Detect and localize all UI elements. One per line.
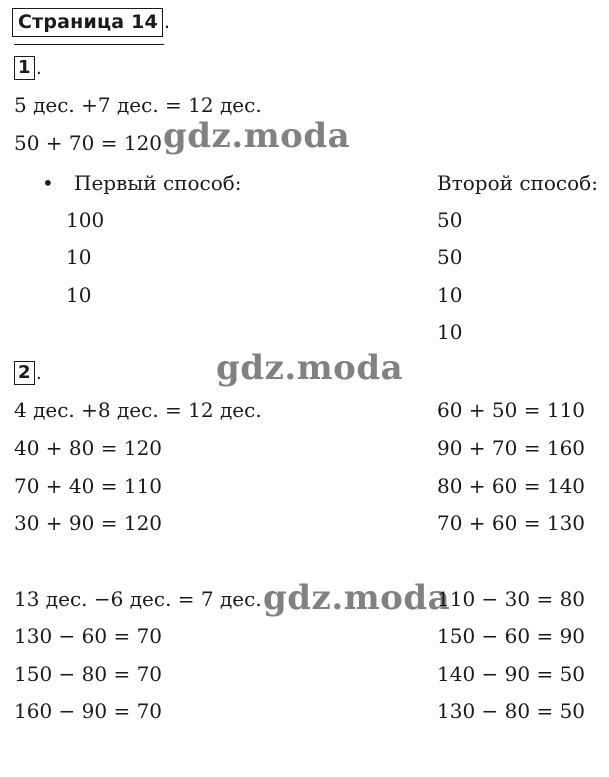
header-divider	[14, 44, 164, 45]
addition-right-line: 90 + 70 = 160	[437, 436, 586, 460]
page-title-box: Страница 14	[12, 8, 163, 37]
subtraction-right-line: 140 − 90 = 50	[437, 662, 586, 686]
subtraction-right-line: 130 − 80 = 50	[437, 699, 586, 723]
task-1-label	[14, 56, 42, 80]
first-method-value: 10	[66, 283, 92, 307]
subtraction-left-line: 130 − 60 = 70	[14, 624, 163, 648]
watermark-2: gdz.moda	[216, 348, 404, 388]
second-method-title: Второй способ:	[437, 171, 598, 195]
second-method-value: 50	[437, 245, 463, 269]
task-2-punct: .	[36, 363, 42, 384]
addition-left-line: 30 + 90 = 120	[14, 511, 163, 535]
addition-right-line: 70 + 60 = 130	[437, 511, 586, 535]
task-1-punct: .	[36, 58, 42, 79]
task-2-number: 2	[14, 361, 35, 385]
task-1-number: 1	[14, 56, 35, 80]
task-1-line-1: 5 дес. +7 дес. = 12 дес.	[14, 93, 262, 117]
addition-left-line: 40 + 80 = 120	[14, 436, 163, 460]
page-title-punct: .	[163, 11, 171, 33]
addition-right-line: 60 + 50 = 110	[437, 398, 586, 422]
second-method-value: 10	[437, 283, 463, 307]
subtraction-left-line: 160 − 90 = 70	[14, 699, 163, 723]
watermark-3: gdz.moda	[263, 578, 451, 618]
addition-left-line: 70 + 40 = 110	[14, 474, 163, 498]
first-method-value: 10	[66, 245, 92, 269]
second-method-value: 50	[437, 208, 463, 232]
subtraction-right-line: 110 − 30 = 80	[437, 587, 586, 611]
subtraction-left-line: 13 дес. −6 дес. = 7 дес.	[14, 587, 262, 611]
watermark-1: gdz.moda	[163, 116, 351, 156]
first-method-title: Первый способ:	[74, 171, 242, 195]
addition-left-line: 4 дес. +8 дес. = 12 дес.	[14, 398, 262, 422]
subtraction-left-line: 150 − 80 = 70	[14, 662, 163, 686]
first-method-value: 100	[66, 208, 105, 232]
second-method-value: 10	[437, 320, 463, 344]
task-2-label	[14, 361, 42, 385]
task-1-line-2: 50 + 70 = 120	[14, 131, 163, 155]
page-title	[12, 7, 170, 37]
bullet-icon: •	[42, 171, 54, 195]
subtraction-right-line: 150 − 60 = 90	[437, 624, 586, 648]
addition-right-line: 80 + 60 = 140	[437, 474, 586, 498]
